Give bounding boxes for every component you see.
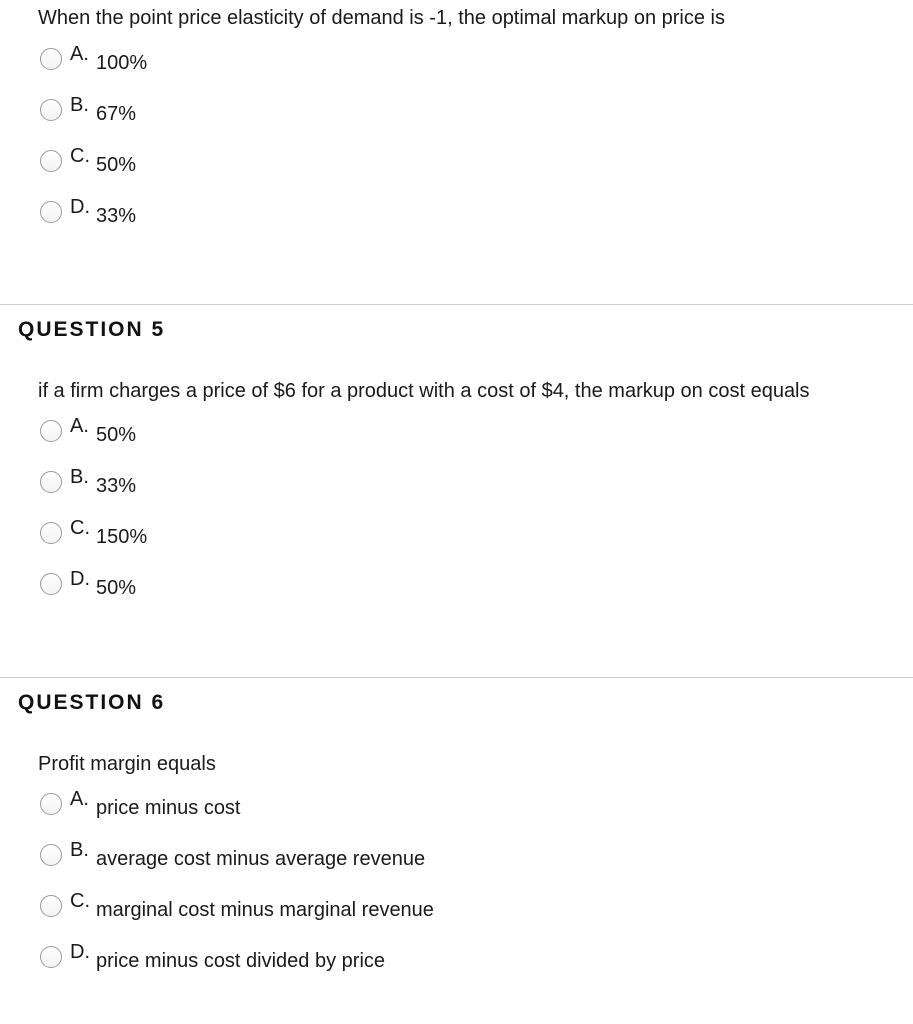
option-letter: D. [70,196,90,218]
option-letter: C. [70,517,90,539]
question-6-prompt: Profit margin equals [38,753,216,775]
option-text: 50% [96,577,137,599]
radio-button[interactable] [40,420,62,442]
option-letter: B. [70,839,89,861]
option-text: 100% [96,52,148,74]
option-letter: C. [70,890,90,912]
option-text: 50% [96,154,137,176]
option-letter: C. [70,145,90,167]
option-letter: B. [70,94,89,116]
radio-button[interactable] [40,844,62,866]
radio-button[interactable] [40,99,62,121]
option-text: price minus cost divided by price [96,950,386,972]
radio-button[interactable] [40,471,62,493]
question-6 [0,678,913,1024]
radio-button[interactable] [40,201,62,223]
option-text: price minus cost [96,797,241,819]
option-letter: A. [70,788,89,810]
option-text: 67% [96,103,137,125]
radio-button[interactable] [40,150,62,172]
question-5-prompt: if a firm charges a price of $6 for a product with a cost of $4, the markup on cost equals [38,380,810,402]
radio-button[interactable] [40,895,62,917]
question-5 [0,305,913,677]
radio-button[interactable] [40,522,62,544]
option-text: 33% [96,205,137,227]
radio-button[interactable] [40,793,62,815]
option-letter: A. [70,43,89,65]
option-letter: D. [70,568,90,590]
option-text: average cost minus average revenue [96,848,426,870]
option-letter: A. [70,415,89,437]
radio-button[interactable] [40,48,62,70]
option-letter: D. [70,941,90,963]
radio-button[interactable] [40,946,62,968]
option-text: 33% [96,475,137,497]
option-text: marginal cost minus marginal revenue [96,899,434,921]
question-6-header: QUESTION 6 [18,691,166,714]
radio-button[interactable] [40,573,62,595]
question-5-header: QUESTION 5 [18,318,166,341]
option-text: 150% [96,526,148,548]
option-letter: B. [70,466,89,488]
option-text: 50% [96,424,137,446]
question-4 [0,0,913,300]
question-4-prompt: When the point price elasticity of demand is -1, the optimal markup on price is [38,7,725,29]
